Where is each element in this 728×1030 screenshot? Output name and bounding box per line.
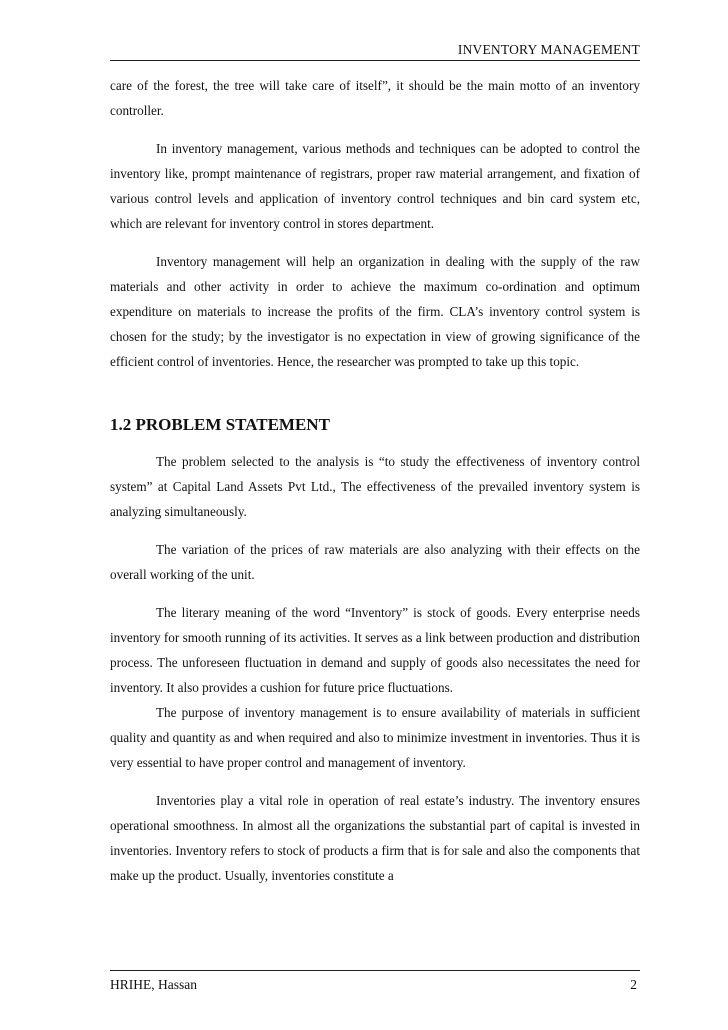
paragraph: The problem selected to the analysis is “to study the effectiveness of inventory control system” at Capital Land Assets Pvt Ltd., The effectiveness of the prevailed inventory system is analyzing simultaneously. [110, 454, 640, 519]
running-header [110, 40, 640, 61]
paragraph: The literary meaning of the word “Inventory” is stock of goods. Every enterprise needs inventory for smooth running of its activities. It serves as a link between production and distribution process. The unforeseen fluctuation in demand and supply of goods also necessitates the need for inventory. It also provides a cushion for future price fluctuations. [110, 605, 640, 695]
footer-institution: HRIHE, Hassan [110, 977, 197, 992]
paragraph-continuation: care of the forest, the tree will take care of itself”, it should be the main motto of an inventory controller. [110, 78, 640, 118]
header-title: INVENTORY MANAGEMENT [457, 42, 640, 57]
paragraph: The purpose of inventory management is to ensure availability of materials in sufficient quality and quantity as and when required and also to minimize investment in inventories. Thus it is very essential to have proper control and management of inventory. [110, 705, 640, 770]
page-number: 2 [630, 977, 637, 992]
paragraph: Inventory management will help an organization in dealing with the supply of the raw materials and other activity in order to achieve the maximum co-ordination and optimum expenditure on materials to increase the profits of the firm. CLA’s inventory control system is chosen for the study; by the investigator is no expectation in view of growing significance of the efficient control of inventories. Hence, the researcher was prompted to take up this topic. [110, 254, 640, 369]
running-footer [110, 970, 640, 995]
section-heading: 1.2 PROBLEM STATEMENT [110, 415, 330, 434]
paragraph: The variation of the prices of raw materials are also analyzing with their effects on the overall working of the unit. [110, 542, 640, 582]
paragraph: Inventories play a vital role in operation of real estate’s industry. The inventory ensures operational smoothness. In almost all the organizations the substantial part of capital is invested in inventories. Inventory refers to stock of products a firm that is for sale and also the components that make up the product. Usually, inventories constitute a [110, 793, 640, 883]
page-body [110, 73, 640, 888]
paragraph: In inventory management, various methods and techniques can be adopted to control the inventory like, prompt maintenance of registrars, proper raw material arrangement, and fixation of various control levels and application of inventory control techniques and bin card system etc, which are relevant for inventory control in stores department. [110, 141, 640, 231]
